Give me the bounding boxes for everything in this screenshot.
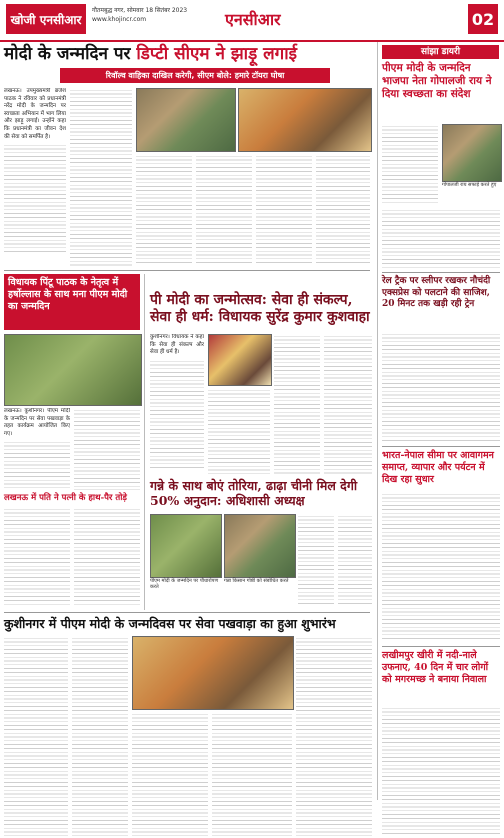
text-lines	[150, 359, 204, 469]
story2-column-1	[4, 408, 70, 490]
story1-body: लखनऊ। उपमुख्यमंत्री ब्रजेश पाठक ने रविवार को प्रधानमंत्री नरेंद्र मोदी के जन्मदिन पर स्वच्छता अभियान में भाग लिया और झाड़ू लगाई। उन्होंने कहा कि प्रधानमंत्री का जीवन देश की सेवा को समर्पित है।	[4, 88, 66, 140]
divider	[382, 446, 500, 447]
story2-box-headline: विधायक पिंटू पाठक के नेतृत्व में हर्षोल्लास के साथ मना पीएम मोदी का जन्मदिन	[4, 274, 140, 330]
story4-column-2	[338, 514, 372, 606]
column-divider	[144, 274, 145, 610]
story1-photo-2	[238, 88, 372, 152]
story5-headline: कुशीनगर में पीएम मोदी के जन्मदिवस पर सेवा पखवाड़ा का हुआ शुभारंभ	[4, 616, 336, 631]
story3-headline: पी मोदी का जन्मोत्सव: सेवा ही संकल्प, सेवा ही धर्म: विधायक सुरेंद्र कुमार कुशवाहा	[150, 292, 370, 325]
sidebar-headline-2: रेल ट्रैक पर स्लीपर रखकर नौचंदी एक्सप्रेस को पलटाने की साजिश, 20 मिनट तक खड़ी रही ट्रेन	[382, 276, 491, 309]
story1-column-5	[256, 154, 312, 266]
story4-photo-1	[150, 514, 222, 578]
story2-sub-column-1	[4, 507, 70, 607]
story3-column-1	[150, 334, 204, 474]
section-title: एनसीआर	[225, 10, 281, 29]
story1-headline-part-b: डिप्टी सीएम ने झाड़ू लगाई	[136, 44, 297, 64]
story1-headline	[4, 44, 370, 64]
text-lines	[4, 440, 70, 490]
story5-column-3	[132, 712, 208, 838]
divider	[4, 612, 370, 613]
divider	[4, 270, 370, 271]
masthead	[0, 0, 504, 42]
sidebar-column-5	[382, 706, 500, 836]
story5-column-4	[212, 712, 292, 838]
story4-column-1	[298, 514, 334, 606]
story3-column-3	[274, 334, 320, 474]
story1-strap: रिवॉल्व वाहिका दाखिल करेगी, सीएम बोले: हमारे टॉयरा घोषा	[60, 68, 330, 83]
story1-column-3	[136, 154, 192, 266]
story1-headline-part-a: मोदी के जन्मदिन पर	[4, 44, 137, 64]
sidebar-headline-1: पीएम मोदी के जन्मदिन भाजपा नेता गोपालजी राय ने दिया स्वच्छता का संदेश	[382, 62, 492, 100]
story5-column-5	[296, 636, 372, 838]
story3-column-4	[324, 334, 372, 474]
brand-logo: खोजी एनसीआर	[6, 4, 86, 34]
main-content	[0, 42, 375, 800]
story4-headline: गन्ने के साथ बोएं तोरिया, ढाढ़ा चीनी मिल देगी 50% अनुदान: अधिशासी अध्यक्ष	[150, 478, 358, 508]
sidebar-caption: गोपालजी राय सफाई करते हुए	[442, 182, 497, 188]
story1-column-4	[196, 154, 252, 266]
divider	[382, 646, 500, 647]
sidebar-tag: सांझा डायरी	[382, 45, 499, 59]
divider	[382, 272, 500, 273]
issue-date-line: गौतमबुद्ध नगर, सोमवार 18 सितंबर 2023	[92, 7, 188, 14]
issue-info	[92, 6, 187, 24]
sidebar-column-2	[382, 208, 500, 268]
story1-column-1	[4, 88, 66, 266]
story1-photo-1	[136, 88, 236, 152]
page-number: 02	[468, 4, 498, 34]
story2-sub-column-2	[74, 507, 140, 607]
text-lines	[4, 143, 66, 253]
story3-body: कुशीनगर। विधायक ने कहा कि सेवा ही संकल्प और सेवा ही धर्म है।	[150, 334, 204, 356]
sidebar-headline-3: भारत-नेपाल सीमा पर आवागमन समाप्त, व्यापार और पर्यटन में दिख रहा सुधार	[382, 450, 494, 485]
sidebar-headline-4: लखीमपुर खीरी में नदी-नाले उफनाए, 40 दिन में चार लोगों को मगरमच्छ ने बनाया निवाला	[382, 650, 489, 685]
story3-photo	[208, 334, 272, 386]
story2-column-2	[74, 408, 140, 490]
story5-column-2	[72, 636, 128, 838]
sidebar-column-1	[382, 124, 438, 204]
story1-column-2	[70, 88, 132, 266]
story1-column-6	[316, 154, 370, 266]
story5-photo	[132, 636, 294, 710]
story5-column-1	[4, 636, 68, 838]
story4-caption-1: पीएम मोदी के जन्मदिन पर पौधारोपण करते	[150, 578, 219, 590]
story2-photo	[4, 334, 142, 406]
sidebar-column-4	[382, 492, 500, 642]
story2-body: लखनऊ। कुशीनगर। पीएम मोदी के जन्मदिन पर सेवा पखवाड़ा के तहत कार्यक्रम आयोजित किए गए।	[4, 408, 70, 437]
story2-sub-headline: लखनऊ में पति ने पत्नी के हाथ-पैर तोड़े	[4, 493, 127, 503]
issue-website-line: www.khojincr.com	[92, 16, 147, 23]
story4-caption-2: गन्ना किसान गोष्ठी को संबोधित करते	[224, 578, 289, 584]
story3-column-2	[208, 388, 270, 474]
sidebar-column-3	[382, 332, 500, 442]
sidebar-photo	[442, 124, 502, 182]
sidebar	[377, 42, 504, 800]
story4-photo-2	[224, 514, 296, 578]
